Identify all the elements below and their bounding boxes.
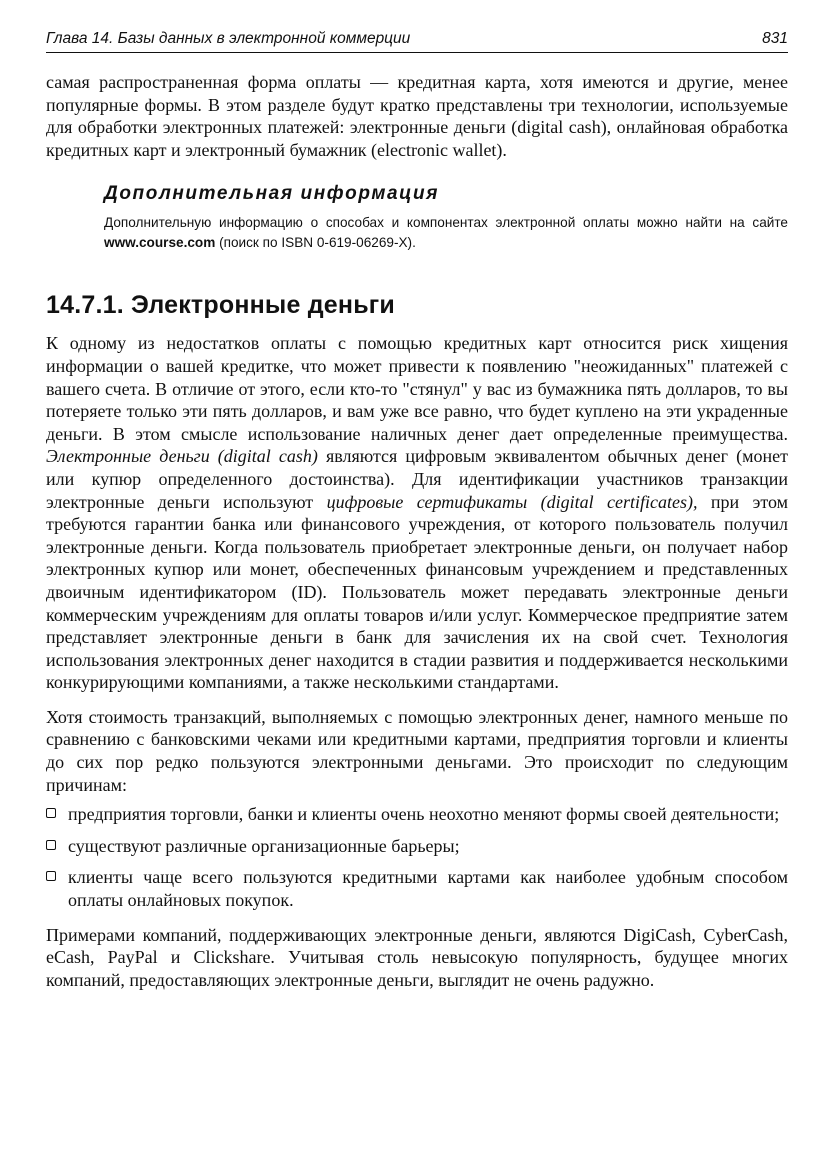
p1-text-b: являются цифровым эквивалентом обычных денег (монет или купюр определенного достоинства). Для идентификации участников транзакции электронные деньги используют [46,446,788,512]
term-digital-cash: Электронные деньги (digital cash) [46,446,318,467]
book-page [46,30,788,991]
checkbox-bullet-icon [46,871,56,881]
paragraph-2: Хотя стоимость транзакций, выполняемых с помощью электронных денег, намного меньше по сравнению с банковскими чеками или кредитными картами, предприятия торговли и клиенты до сих пор редко пользуются электронными деньгами. Это происходит по следующим причинам: [46,706,788,795]
list-item [46,866,788,911]
chapter-title: Глава 14. Базы данных в электронной коммерции [46,30,411,47]
running-header [46,30,788,53]
list-item-text: предприятия торговли, банки и клиенты очень неохотно меняют формы своей деятельности; [68,804,780,825]
info-box [104,183,788,253]
checkbox-bullet-icon [46,808,56,818]
page-number: 831 [762,30,788,47]
paragraph-3: Примерами компаний, поддерживающих электронные деньги, являются DigiCash, CyberCash, eCash, PayPal и Clickshare. Учитывая столь невысокую популярность, будущее многих компаний, предоставляющих электронные деньги, выглядит не очень радужно. [46,924,788,990]
checkbox-bullet-icon [46,840,56,850]
list-item [46,803,788,826]
section-body [46,332,788,991]
intro-paragraph: самая распространенная форма оплаты — кредитная карта, хотя имеются и другие, менее популярные формы. В этом разделе будут кратко представлены три технологии, используемые для обработки электронных платежей: электронные деньги (digital cash), онлайновая обработка кредитных карт и электронный бумажник (electronic wallet). [46,72,788,160]
section-heading: 14.7.1. Электронные деньги [46,291,395,320]
info-box-title: Дополнительная информация [104,183,440,205]
list-item-text: клиенты чаще всего пользуются кредитными картами как наиболее удобным способом оплаты онлайновых покупок. [68,867,788,911]
info-box-text [104,213,788,253]
p1-text-a: К одному из недостатков оплаты с помощью кредитных карт относится риск хищения информации о вашей кредитке, что может привести к появлению "неожиданных" платежей с вашего счета. В отличие от этого, если кто-то "стянул" у вас из бумажника пять долларов, то вы потеряете только эти пять долларов, и вам уже все равно, что будет куплено на эти украденные деньги. В этом смысле использование наличных денег дает определенные преимущества. [46,333,788,444]
reasons-list [46,803,788,911]
info-link[interactable]: www.course.com [104,235,216,251]
list-item-text: существуют различные организационные барьеры; [68,835,460,856]
paragraph-1 [46,332,788,694]
term-digital-certificates: цифровые сертификаты (digital certificates), [326,491,698,512]
list-item [46,835,788,858]
info-text-before: Дополнительную информацию о способах и компонентах электронной оплаты можно найти на сайте [104,215,788,231]
info-text-after: (поиск по ISBN 0-619-06269-X). [215,235,416,251]
p1-text-c: при этом требуются гарантии банка или финансового учреждения, от которого пользователь получил электронные деньги. Когда пользователь приобретает электронные деньги, он получает набор электронных купюр или монет, обеспеченных финансовым учреждением и представленных двоичным идентификатором (ID). Пользователь может передавать электронные деньги коммерческим учреждениям для оплаты товаров и/или услуг. Коммерческое предприятие затем представляет электронные деньги в банк для зачисления их на свой счет. Технология использования электронных денег находится в стадии развития и поддерживается несколькими конкурирующими компаниями, а также несколькими стандартами. [46,491,788,693]
